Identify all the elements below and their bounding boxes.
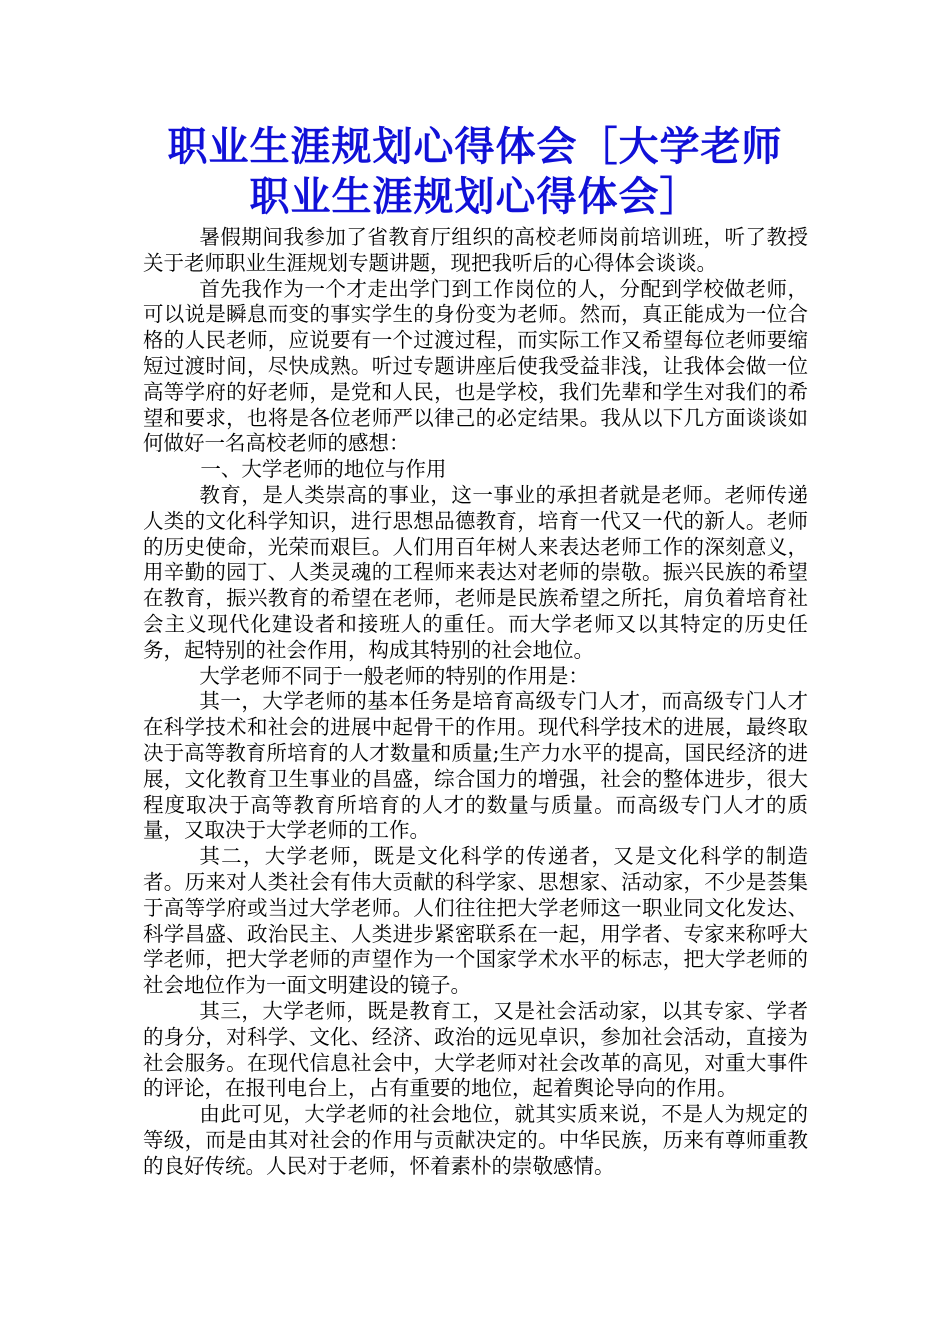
paragraph-point-two: 其二，大学老师，既是文化科学的传递者，又是文化科学的制造者。历来对人类社会有伟大贡献的科学家、思想家、活动家，不少是荟集于高等学府或当过大学老师。人们往往把大学老师这一职业同文化发达、科学昌盛、政治民主、人类进步紧密联系在一起，用学者、专家来称呼大学老师，把大学老师的声望作为一个国家学术水平的标志，把大学老师的社会地位作为一面文明建设的镜子。: [143, 844, 808, 998]
title-line-2: 职业生涯规划心得体会］: [249, 173, 701, 220]
paragraph-special-role: 大学老师不同于一般老师的特别的作用是：: [199, 663, 589, 688]
document-body: [143, 225, 808, 1179]
section-heading: 一、大学老师的地位与作用: [200, 457, 447, 482]
paragraph-intro: 暑假期间我参加了省教育厅组织的高校老师岗前培训班，听了教授关于老师职业生涯规划专题讲题，现把我听后的心得体会谈谈。: [143, 225, 808, 275]
paragraph-conclusion: 由此可见，大学老师的社会地位，就其实质来说，不是人为规定的等级，而是由其对社会的作用与贡献决定的。中华民族，历来有尊师重教的良好传统。人民对于老师，怀着素朴的崇敬感情。: [143, 1102, 808, 1178]
paragraph-point-three: 其三，大学老师，既是教育工，又是社会活动家，以其专家、学者的身分，对科学、文化、经济、政治的远见卓识，参加社会活动，直接为社会服务。在现代信息社会中，大学老师对社会改革的高见，对重大事件的评论，在报刊电台上，占有重要的地位，起着舆论导向的作用。: [143, 998, 808, 1101]
document-title: [150, 122, 800, 222]
paragraph-education: 教育，是人类崇高的事业，这一事业的承担者就是老师。老师传递人类的文化科学知识，进行思想品德教育，培育一代又一代的新人。老师的历史使命，光荣而艰巨。人们用百年树人来表达老师工作的深刻意义，用辛勤的园丁、人类灵魂的工程师来表达对老师的崇敬。振兴民族的希望在教育，振兴教育的希望在老师，老师是民族希望之所托，肩负着培育社会主义现代化建设者和接班人的重任。而大学老师又以其特定的历史任务，起特别的社会作用，构成其特别的社会地位。: [143, 482, 808, 662]
title-line-1: 职业生涯规划心得体会［大学老师: [167, 123, 783, 170]
paragraph-point-one: 其一，大学老师的基本任务是培育高级专门人才，而高级专门人才在科学技术和社会的进展中起骨干的作用。现代科学技术的进展，最终取决于高等教育所培育的人才数量和质量;生产力水平的提高，国民经济的进展，文化教育卫生事业的昌盛，综合国力的增强，社会的整体进步，很大程度取决于高等教育所培育的人才的数量与质量。而高级专门人才的质量，又取决于大学老师的工作。: [143, 689, 808, 843]
paragraph-first: 首先我作为一个才走出学门到工作岗位的人，分配到学校做老师，可以说是瞬息而变的事实学生的身份变为老师。然而，真正能成为一位合格的人民老师，应说要有一个过渡过程，而实际工作又希望每位老师要缩短过渡时间，尽快成熟。听过专题讲座后使我受益非浅，让我体会做一位高等学府的好老师，是党和人民，也是学校，我们先辈和学生对我们的希望和要求，也将是各位老师严以律己的必定结果。我从以下几方面谈谈如何做好一名高校老师的感想：: [143, 276, 808, 456]
